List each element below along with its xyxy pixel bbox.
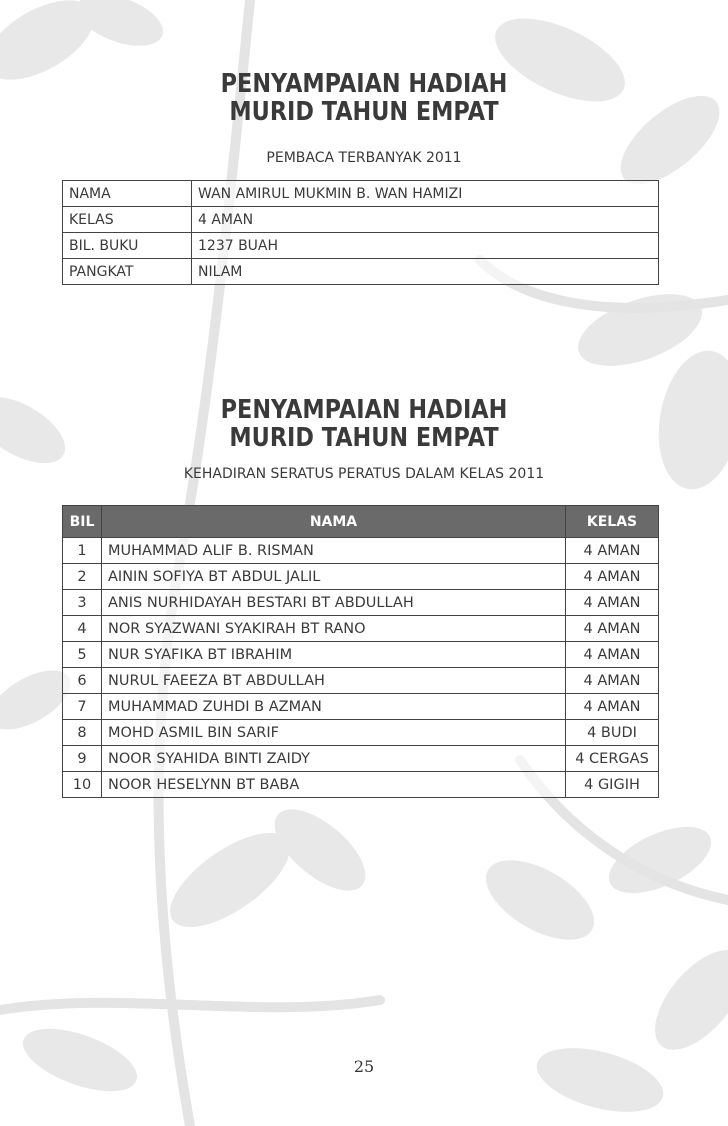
table-row — [63, 642, 659, 668]
table-row — [63, 772, 659, 798]
info-value: WAN AMIRUL MUKMIN B. WAN HAMIZI — [192, 181, 659, 207]
cell-nama: NUR SYAFIKA BT IBRAHIM — [102, 642, 566, 668]
column-header-bil: BIL — [63, 506, 102, 538]
award1-title-line2: MURID TAHUN EMPAT — [229, 97, 499, 127]
cell-kelas: 4 AMAN — [566, 590, 659, 616]
cell-nama: MUHAMMAD ZUHDI B AZMAN — [102, 694, 566, 720]
info-value: 1237 BUAH — [192, 233, 659, 259]
award1-info-table — [62, 180, 659, 285]
cell-kelas: 4 AMAN — [566, 694, 659, 720]
cell-bil: 9 — [63, 746, 102, 772]
cell-nama: NOR SYAZWANI SYAKIRAH BT RANO — [102, 616, 566, 642]
cell-kelas: 4 BUDI — [566, 720, 659, 746]
info-value: NILAM — [192, 259, 659, 285]
cell-bil: 10 — [63, 772, 102, 798]
cell-nama: MUHAMMAD ALIF B. RISMAN — [102, 538, 566, 564]
table-row — [63, 668, 659, 694]
table-row — [63, 233, 659, 259]
cell-bil: 5 — [63, 642, 102, 668]
cell-nama: NOOR SYAHIDA BINTI ZAIDY — [102, 746, 566, 772]
award2-title — [51, 396, 677, 452]
info-value: 4 AMAN — [192, 207, 659, 233]
cell-kelas: 4 AMAN — [566, 668, 659, 694]
award2-subtitle: KEHADIRAN SERATUS PERATUS DALAM KELAS 2011 — [183, 466, 545, 482]
cell-kelas: 4 CERGAS — [566, 746, 659, 772]
cell-bil: 2 — [63, 564, 102, 590]
table-row — [63, 259, 659, 285]
table-row — [63, 694, 659, 720]
info-label: PANGKAT — [63, 259, 192, 285]
table-row — [63, 538, 659, 564]
cell-nama: MOHD ASMIL BIN SARIF — [102, 720, 566, 746]
cell-kelas: 4 AMAN — [566, 538, 659, 564]
award1-subtitle: PEMBACA TERBANYAK 2011 — [266, 150, 462, 166]
cell-nama: NURUL FAEEZA BT ABDULLAH — [102, 668, 566, 694]
cell-kelas: 4 AMAN — [566, 616, 659, 642]
table-row — [63, 590, 659, 616]
info-label: KELAS — [63, 207, 192, 233]
column-header-nama: NAMA — [102, 506, 566, 538]
info-label: NAMA — [63, 181, 192, 207]
cell-bil: 7 — [63, 694, 102, 720]
award1-title-line1: PENYAMPAIAN HADIAH — [220, 69, 508, 99]
table-row — [63, 207, 659, 233]
cell-bil: 8 — [63, 720, 102, 746]
info-label: BIL. BUKU — [63, 233, 192, 259]
table-header-row — [63, 506, 659, 538]
attendance-table — [62, 505, 659, 798]
cell-bil: 1 — [63, 538, 102, 564]
table-row — [63, 720, 659, 746]
table-row — [63, 564, 659, 590]
cell-bil: 3 — [63, 590, 102, 616]
table-row — [63, 181, 659, 207]
cell-nama: NOOR HESELYNN BT BABA — [102, 772, 566, 798]
award2-title-line2: MURID TAHUN EMPAT — [229, 423, 499, 453]
table-row — [63, 616, 659, 642]
cell-kelas: 4 AMAN — [566, 642, 659, 668]
table-row — [63, 746, 659, 772]
cell-kelas: 4 GIGIH — [566, 772, 659, 798]
cell-nama: AININ SOFIYA BT ABDUL JALIL — [102, 564, 566, 590]
cell-bil: 6 — [63, 668, 102, 694]
cell-kelas: 4 AMAN — [566, 564, 659, 590]
cell-nama: ANIS NURHIDAYAH BESTARI BT ABDULLAH — [102, 590, 566, 616]
column-header-kelas: KELAS — [566, 506, 659, 538]
award2-title-line1: PENYAMPAIAN HADIAH — [220, 395, 508, 425]
award1-title — [51, 70, 677, 126]
cell-bil: 4 — [63, 616, 102, 642]
page-number: 25 — [353, 1057, 375, 1076]
